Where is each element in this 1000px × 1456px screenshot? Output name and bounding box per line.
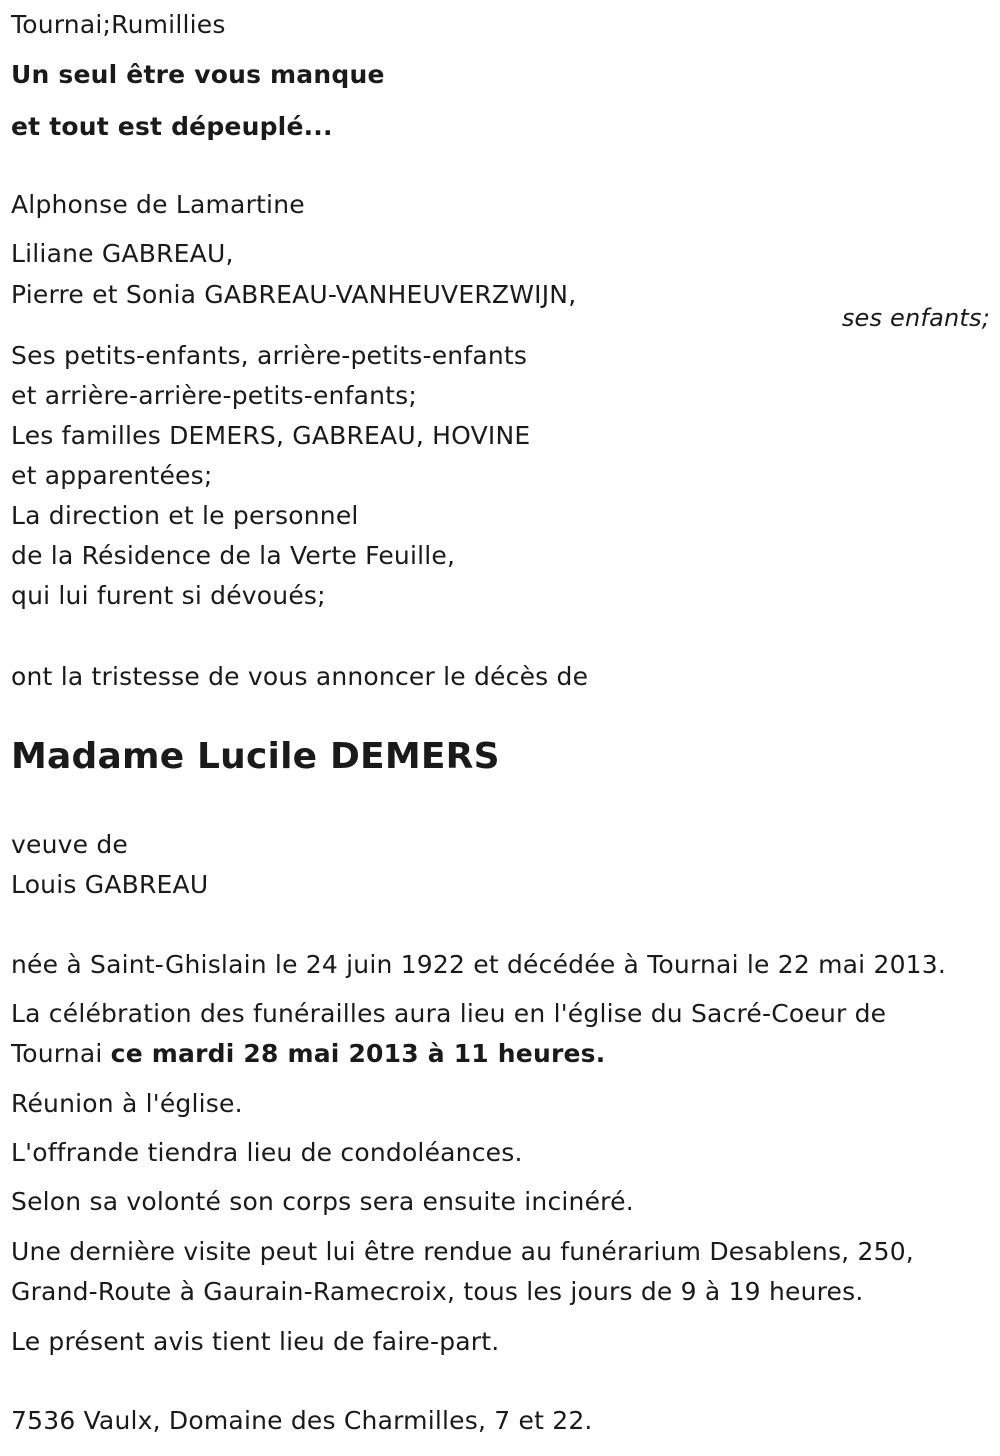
address-text: 7536 Vaulx, Domaine des Charmilles, 7 et 22. [11,1406,593,1435]
visit-line-1: Une dernière visite peut lui être rendue au funérarium Desablens, 250, [11,1237,914,1266]
family-line: et apparentées; [11,461,213,490]
ceremony-line-1: La célébration des funérailles aura lieu en l'église du Sacré-Coeur de [11,999,887,1028]
family-line: Ses petits-enfants, arrière-petits-enfants [11,341,528,370]
birth-death-text: née à Saint-Ghislain le 24 juin 1922 et décédée à Tournai le 22 mai 2013. [11,950,947,979]
cremation-text: Selon sa volonté son corps sera ensuite incinéré. [11,1187,634,1216]
spouse-name: Louis GABREAU [11,870,209,899]
ceremony-place: Tournai [11,1039,111,1068]
child-2: Pierre et Sonia GABREAU-VANHEUVERZWIJN, [11,280,577,309]
announcement-text: ont la tristesse de vous annoncer le décès de [11,662,589,691]
quote-line-2: et tout est dépeuplé... [11,112,333,141]
child-1: Liliane GABREAU, [11,239,234,268]
quote-line-1: Un seul être vous manque [11,60,385,89]
ceremony-date: ce mardi 28 mai 2013 à 11 heures. [110,1039,606,1068]
offering-text: L'offrande tiendra lieu de condoléances. [11,1138,523,1167]
visit-line-2: Grand-Route à Gaurain-Ramecroix, tous les jours de 9 à 19 heures. [11,1277,864,1306]
location-text: Tournai;Rumillies [11,10,226,39]
notice-text: Le présent avis tient lieu de faire-part. [11,1327,500,1356]
family-line: de la Résidence de la Verte Feuille, [11,541,456,570]
meeting-text: Réunion à l'église. [11,1089,243,1118]
quote-author: Alphonse de Lamartine [11,190,305,219]
ceremony-line-2 [11,1041,605,1066]
family-line: qui lui furent si dévoués; [11,581,326,610]
family-line: Les familles DEMERS, GABREAU, HOVINE [11,421,531,450]
family-line: La direction et le personnel [11,501,359,530]
family-line: et arrière-arrière-petits-enfants; [11,381,418,410]
widow-of-label: veuve de [11,830,128,859]
children-label: ses enfants; [841,304,990,332]
deceased-name: Madame Lucile DEMERS [11,736,500,777]
